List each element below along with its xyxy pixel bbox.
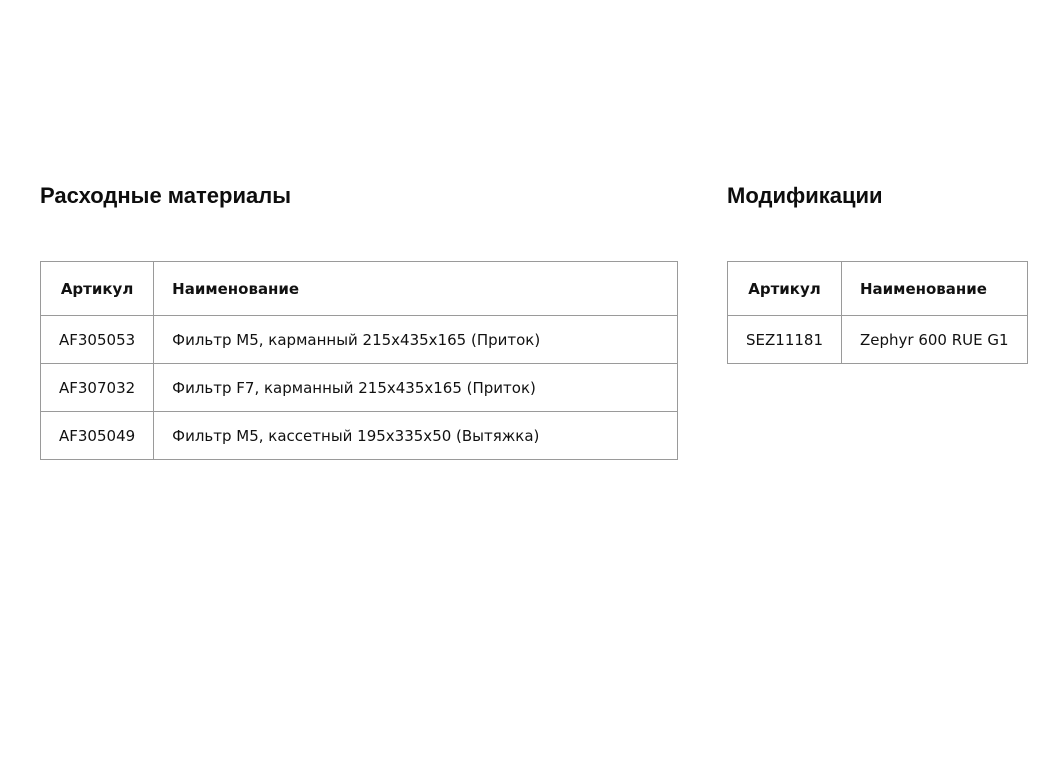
name-cell: Фильтр F7, карманный 215x435x165 (Приток) (154, 364, 678, 412)
article-cell: AF305049 (41, 412, 154, 460)
name-cell: Zephyr 600 RUE G1 (842, 316, 1028, 364)
consumables-title: Расходные материалы (40, 183, 291, 208)
table-row (41, 364, 678, 412)
table-row (41, 316, 678, 364)
table-row (41, 412, 678, 460)
modifications-section (727, 180, 1022, 349)
column-header-name: Наименование (154, 262, 678, 316)
column-header-article: Артикул (728, 262, 842, 316)
table-header-row (728, 262, 1028, 316)
table-row (728, 316, 1028, 364)
article-cell: AF305053 (41, 316, 154, 364)
column-header-name: Наименование (842, 262, 1028, 316)
modifications-table (727, 261, 1028, 364)
consumables-table (40, 261, 678, 460)
name-cell: Фильтр M5, кассетный 195x335x50 (Вытяжка) (154, 412, 678, 460)
article-cell: AF307032 (41, 364, 154, 412)
consumables-section (40, 180, 678, 445)
name-cell: Фильтр M5, карманный 215x435x165 (Приток) (154, 316, 678, 364)
column-header-article: Артикул (41, 262, 154, 316)
table-header-row (41, 262, 678, 316)
article-cell: SEZ11181 (728, 316, 842, 364)
modifications-title: Модификации (727, 183, 883, 208)
